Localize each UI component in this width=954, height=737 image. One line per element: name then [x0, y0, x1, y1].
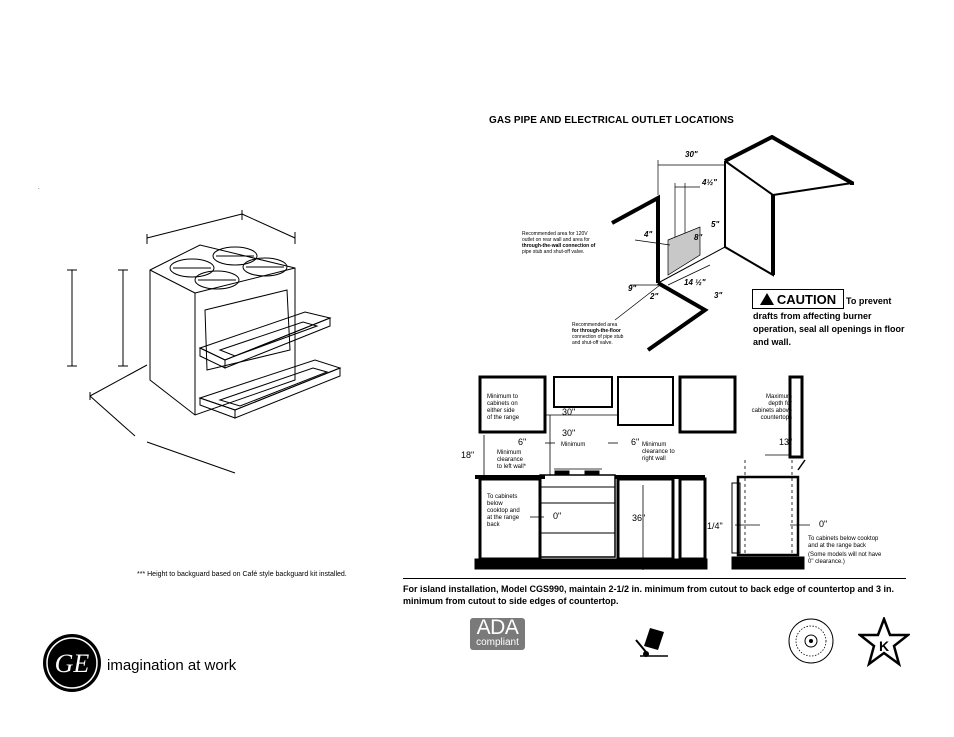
- ge-logo: [42, 633, 102, 693]
- gas-dim-4-5: 4½": [702, 178, 717, 187]
- brand-tagline: imagination at work: [107, 657, 237, 674]
- section-title: GAS PIPE AND ELECTRICAL OUTLET LOCATIONS: [489, 115, 734, 126]
- max-depth-note: Maximum depth for cabinets above countertops: [751, 394, 792, 421]
- warning-icon: [760, 293, 774, 305]
- caution-text-body: drafts from affecting burner operation, seal all openings in floor and wall.: [753, 311, 905, 347]
- cab-dim-30-top: 30": [562, 407, 576, 417]
- ada-compliant-badge: ADA compliant: [470, 618, 525, 650]
- range-illustration: [55, 200, 345, 480]
- svg-text:K: K: [878, 638, 890, 654]
- cab-dim-0-right: 0": [819, 519, 828, 529]
- side-view-note: To cabinets below cooktop and at the range back (Some models will not have 0" clearance.): [808, 536, 882, 565]
- backguard-footnote: *** Height to backguard based on Café style backguard kit installed.: [137, 571, 347, 578]
- caution-text-lead: To prevent: [846, 296, 892, 306]
- left-clearance-note: Minimum clearance to left wall*: [497, 450, 527, 470]
- cab-dim-18: 18": [461, 450, 475, 460]
- floor-connection-note: Recommended area for through-the-floor connection of pipe stub and shut-off valve.: [572, 322, 624, 346]
- gas-dim-4: 4": [644, 230, 653, 239]
- cab-dim-1-4: 1/4": [707, 521, 723, 531]
- hand-cart-icon: [632, 622, 672, 662]
- island-installation-note: For island installation, Model CGS990, maintain 2-1/2 in. minimum from cutout to back edge of countertop and 3 in. minimum from cutout to side edges of countertop.: [403, 584, 895, 606]
- cab-dim-6-right: 6": [631, 437, 640, 447]
- svg-text:GE: GE: [54, 649, 90, 678]
- right-clearance-note: Minimum clearance to right wall: [642, 442, 675, 462]
- gas-dim-5: 5": [711, 220, 720, 229]
- gas-dim-14-5: 14 ½": [684, 278, 706, 287]
- wall-connection-note: Recommended area for 120V outlet on rear wall and area for through-the-wall connection of pipe stub and shut-off valve.: [522, 231, 596, 255]
- cab-dim-6-left: 6": [518, 437, 527, 447]
- star-k-certified-seal-icon: [788, 618, 834, 664]
- corner-mark: .: [38, 185, 40, 191]
- cab-dim-13: 13": [779, 437, 793, 447]
- gas-dim-2: 2": [650, 292, 659, 301]
- gas-dim-8: 8": [694, 233, 703, 242]
- below-cooktop-note: To cabinets below cooktop and at the range back: [487, 494, 520, 528]
- caution-label: CAUTION: [752, 289, 844, 309]
- gas-dim-30: 30": [685, 150, 698, 159]
- cab-dim-36: 36": [632, 513, 646, 523]
- cab-dim-0-left: 0": [553, 511, 562, 521]
- divider-line: [403, 578, 906, 579]
- kosher-star-icon: [858, 617, 910, 667]
- minimum-label: Minimum: [561, 442, 586, 448]
- cab-dim-30-min: 30": [562, 428, 576, 438]
- min-cabinet-note: Minimum to cabinets on either side of the range: [487, 394, 520, 421]
- gas-dim-3: 3": [714, 291, 723, 300]
- gas-dim-9: 9": [628, 284, 637, 293]
